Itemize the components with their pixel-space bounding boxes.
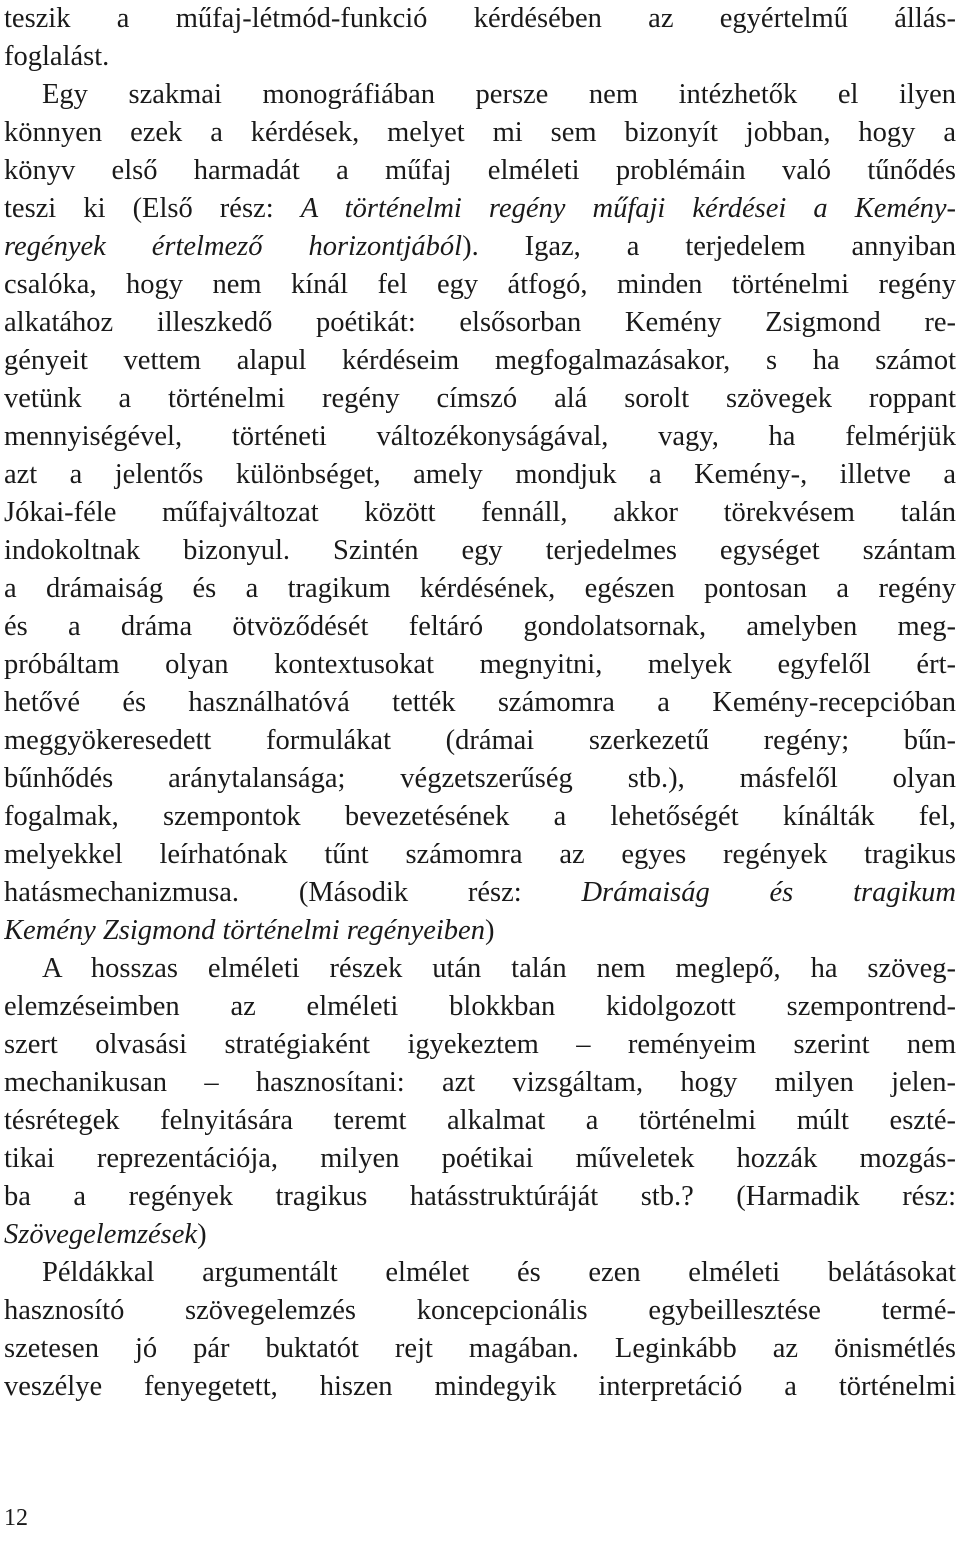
text-line: veszélye fenyegetett, hiszen mindegyik interpretáció a történelmi — [4, 1371, 956, 1402]
text-line: indokoltnak bizonyul. Szintén egy terjedelmes egységet szántam — [4, 535, 956, 566]
text-line: szetesen jó pár buktatót rejt magában. Leginkább az önismétlés — [4, 1333, 956, 1364]
text-line: alkatához illeszkedő poétikát: elsősorban Kemény Zsigmond re- — [4, 307, 956, 338]
text-run: teszi ki (Első rész: — [4, 193, 301, 224]
italic-title: Szövegelemzések — [4, 1219, 198, 1250]
text-line — [4, 228, 956, 266]
text-line: hetővé és használhatóvá tették számomra a Kemény-recepcióban — [4, 687, 956, 718]
text-line: meggyökeresedett formulákat (drámai szerkezetű regény; bűn- — [4, 725, 956, 756]
text-line: könnyen ezek a kérdések, melyet mi sem bizonyít jobban, hogy a — [4, 117, 956, 148]
text-line: csalóka, hogy nem kínál fel egy átfogó, minden történelmi regény — [4, 269, 956, 300]
text-line: próbáltam olyan kontextusokat megnyitni, melyek egyfelől ért- — [4, 649, 956, 680]
text-line: teszik a műfaj-létmód-funkció kérdésében az egyértelmű állás- — [4, 3, 956, 34]
paragraph-start-line: Egy szakmai monográfiában persze nem intézhetők el ilyen — [42, 79, 956, 110]
text-run: ) — [484, 915, 495, 946]
italic-title: regények értelmező horizontjából — [4, 231, 463, 262]
text-line: mechanikusan – hasznosítani: azt vizsgáltam, hogy milyen jelen- — [4, 1067, 956, 1098]
text-line: szert olvasási stratégiaként igyekeztem – reményeim szerint nem — [4, 1029, 956, 1060]
page-number: 12 — [4, 1505, 28, 1531]
text-line: vetünk a történelmi regény címszó alá sorolt szövegek roppant — [4, 383, 956, 414]
text-line: gényeit vettem alapul kérdéseim megfogalmazásakor, s ha számot — [4, 345, 956, 376]
paragraph-start-line: A hosszas elméleti részek után talán nem meglepő, ha szöveg- — [42, 953, 956, 984]
text-line: tikai reprezentációja, milyen poétikai műveletek hozzák mozgás- — [4, 1143, 956, 1174]
text-line: és a dráma ötvöződését feltáró gondolatsornak, amelyben meg- — [4, 611, 956, 642]
text-line: könyv első harmadát a műfaj elméleti problémáin való tűnődés — [4, 155, 956, 186]
text-line: ba a regények tragikus hatásstruktúráját stb.? (Harmadik rész: — [4, 1181, 956, 1212]
text-line: melyekkel leírhatónak tűnt számomra az egyes regények tragikus — [4, 839, 956, 870]
text-line: Jókai-féle műfajváltozat között fennáll, akkor törekvésem talán — [4, 497, 956, 528]
text-line — [4, 1216, 956, 1254]
text-line — [4, 190, 956, 228]
text-line: azt a jelentős különbséget, amely mondjuk a Kemény-, illetve a — [4, 459, 956, 490]
italic-title: Kemény Zsigmond történelmi regényeiben — [4, 915, 485, 946]
text-line: mennyiségével, történeti változékonyságával, vagy, ha felmérjük — [4, 421, 956, 452]
text-line: fogalmak, szempontok bevezetésének a lehetőségét kínálták fel, — [4, 801, 956, 832]
paragraph-start-line: Példákkal argumentált elmélet és ezen elméleti belátásokat — [42, 1257, 956, 1288]
text-line — [4, 874, 956, 912]
text-run: ). Igaz, a terjedelem annyiban — [462, 231, 956, 262]
text-line: bűnhődés aránytalansága; végzetszerűség stb.), másfelől olyan — [4, 763, 956, 794]
text-line: tésrétegek felnyitására teremt alkalmat a történelmi múlt eszté- — [4, 1105, 956, 1136]
text-run: hatásmechanizmusa. (Második rész: — [4, 877, 582, 908]
italic-title: A történelmi regény műfaji kérdései a Kemény- — [300, 193, 956, 224]
text-line: elemzéseimben az elméleti blokkban kidolgozott szempontrend- — [4, 991, 956, 1022]
text-line: foglalást. — [4, 41, 110, 72]
text-run: ) — [197, 1219, 207, 1250]
italic-title: Drámaiság és tragikum — [581, 877, 956, 908]
text-line: hasznosító szövegelemzés koncepcionális egybeillesztése termé- — [4, 1295, 956, 1326]
body-text — [4, 0, 956, 1406]
text-line: a drámaiság és a tragikum kérdésének, egészen pontosan a regény — [4, 573, 956, 604]
text-line — [4, 912, 956, 950]
